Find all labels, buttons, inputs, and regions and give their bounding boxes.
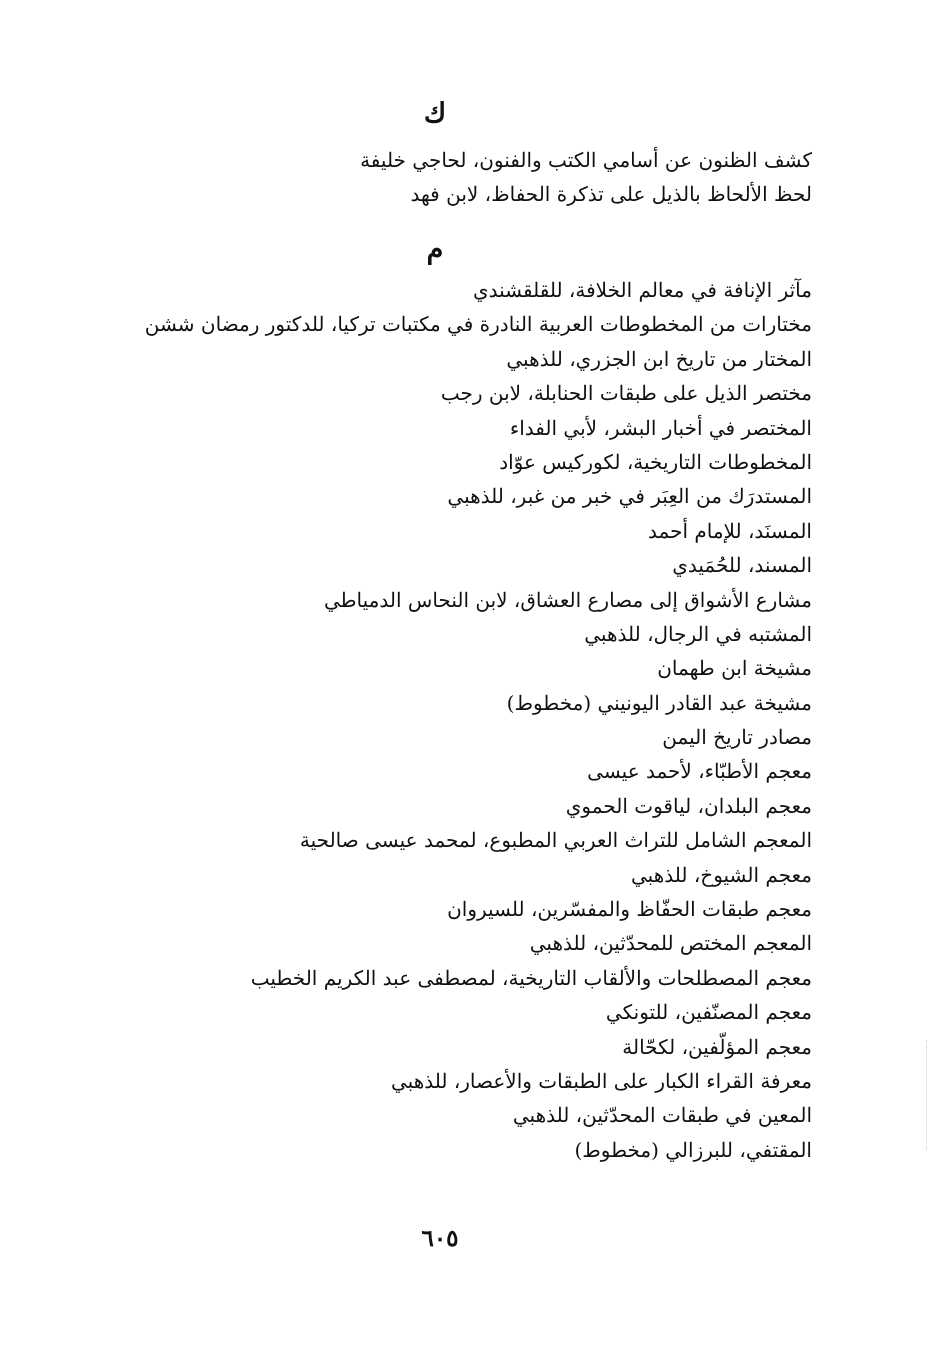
list-item: المعين في طبقات المحدّثين، للذهبي xyxy=(512,1103,812,1128)
list-item: معجم الأطبّاء، لأحمد عيسى xyxy=(587,759,812,784)
list-item: معجم المصنّفين، للتونكي xyxy=(605,1000,812,1025)
list-item: مشارع الأشواق إلى مصارع العشاق، لابن النحاس الدمياطي xyxy=(323,587,812,612)
list-item: لحظ الألحاظ بالذيل على تذكرة الحفاظ، لابن فهد xyxy=(410,182,812,207)
list-item: معرفة القراء الكبار على الطبقات والأعصار، للذهبي xyxy=(391,1068,812,1093)
list-item: المختصر في أخبار البشر، لأبي الفداء xyxy=(509,415,812,440)
list-item: مختارات من المخطوطات العربية النادرة في مكتبات تركيا، للدكتور رمضان ششن xyxy=(144,312,812,337)
list-item: المخطوطات التاريخية، لكوركيس عوّاد xyxy=(499,449,812,474)
scan-edge-dots xyxy=(926,1040,933,1150)
list-item: المشتبه في الرجال، للذهبي xyxy=(584,621,812,646)
list-item: مصادر تاريخ اليمن xyxy=(662,725,812,750)
list-item: كشف الظنون عن أسامي الكتب والفنون، لحاجي خليفة xyxy=(360,148,812,172)
page-number: ٦٠٥ xyxy=(421,1225,459,1252)
list-item: المستدرَك من العِبَر في خبر من غبر، للذهبي xyxy=(447,484,812,509)
section-letter-mim: م xyxy=(426,234,444,265)
list-item: المعجم الشامل للتراث العربي المطبوع، لمحمد عيسى صالحية xyxy=(299,828,812,853)
list-item: المقتفي، للبرزالي (مخطوط) xyxy=(574,1137,812,1162)
list-item: مآثر الإنافة في معالم الخلافة، للقلقشندي xyxy=(472,278,812,302)
list-item: معجم البلدان، لياقوت الحموي xyxy=(565,793,812,818)
list-item: معجم طبقات الحفّاظ والمفسّرين، للسيروان xyxy=(447,897,812,922)
list-item: مختصر الذيل على طبقات الحنابلة، لابن رجب xyxy=(440,381,812,406)
list-item: مشيخة عبد القادر اليونيني (مخطوط) xyxy=(506,690,812,715)
list-item: معجم الشيوخ، للذهبي xyxy=(631,862,812,887)
list-item: معجم المصطلحات والألقاب التاريخية، لمصطفى عبد الكريم الخطيب xyxy=(250,965,812,990)
list-item: المسنَد، للإمام أحمد xyxy=(648,518,812,543)
list-item: معجم المؤلّفين، لكحّالة xyxy=(622,1034,812,1059)
list-item: المسند، للحُمَيدي xyxy=(672,553,812,578)
list-item: مشيخة ابن طهمان xyxy=(657,656,812,681)
list-item: المعجم المختص للمحدّثين، للذهبي xyxy=(529,931,812,956)
entry-list-mim xyxy=(145,273,812,1167)
section-letter-kaf: ك xyxy=(423,98,447,129)
list-item: المختار من تاريخ ابن الجزري، للذهبي xyxy=(506,346,812,371)
entry-list-kaf xyxy=(360,143,812,212)
